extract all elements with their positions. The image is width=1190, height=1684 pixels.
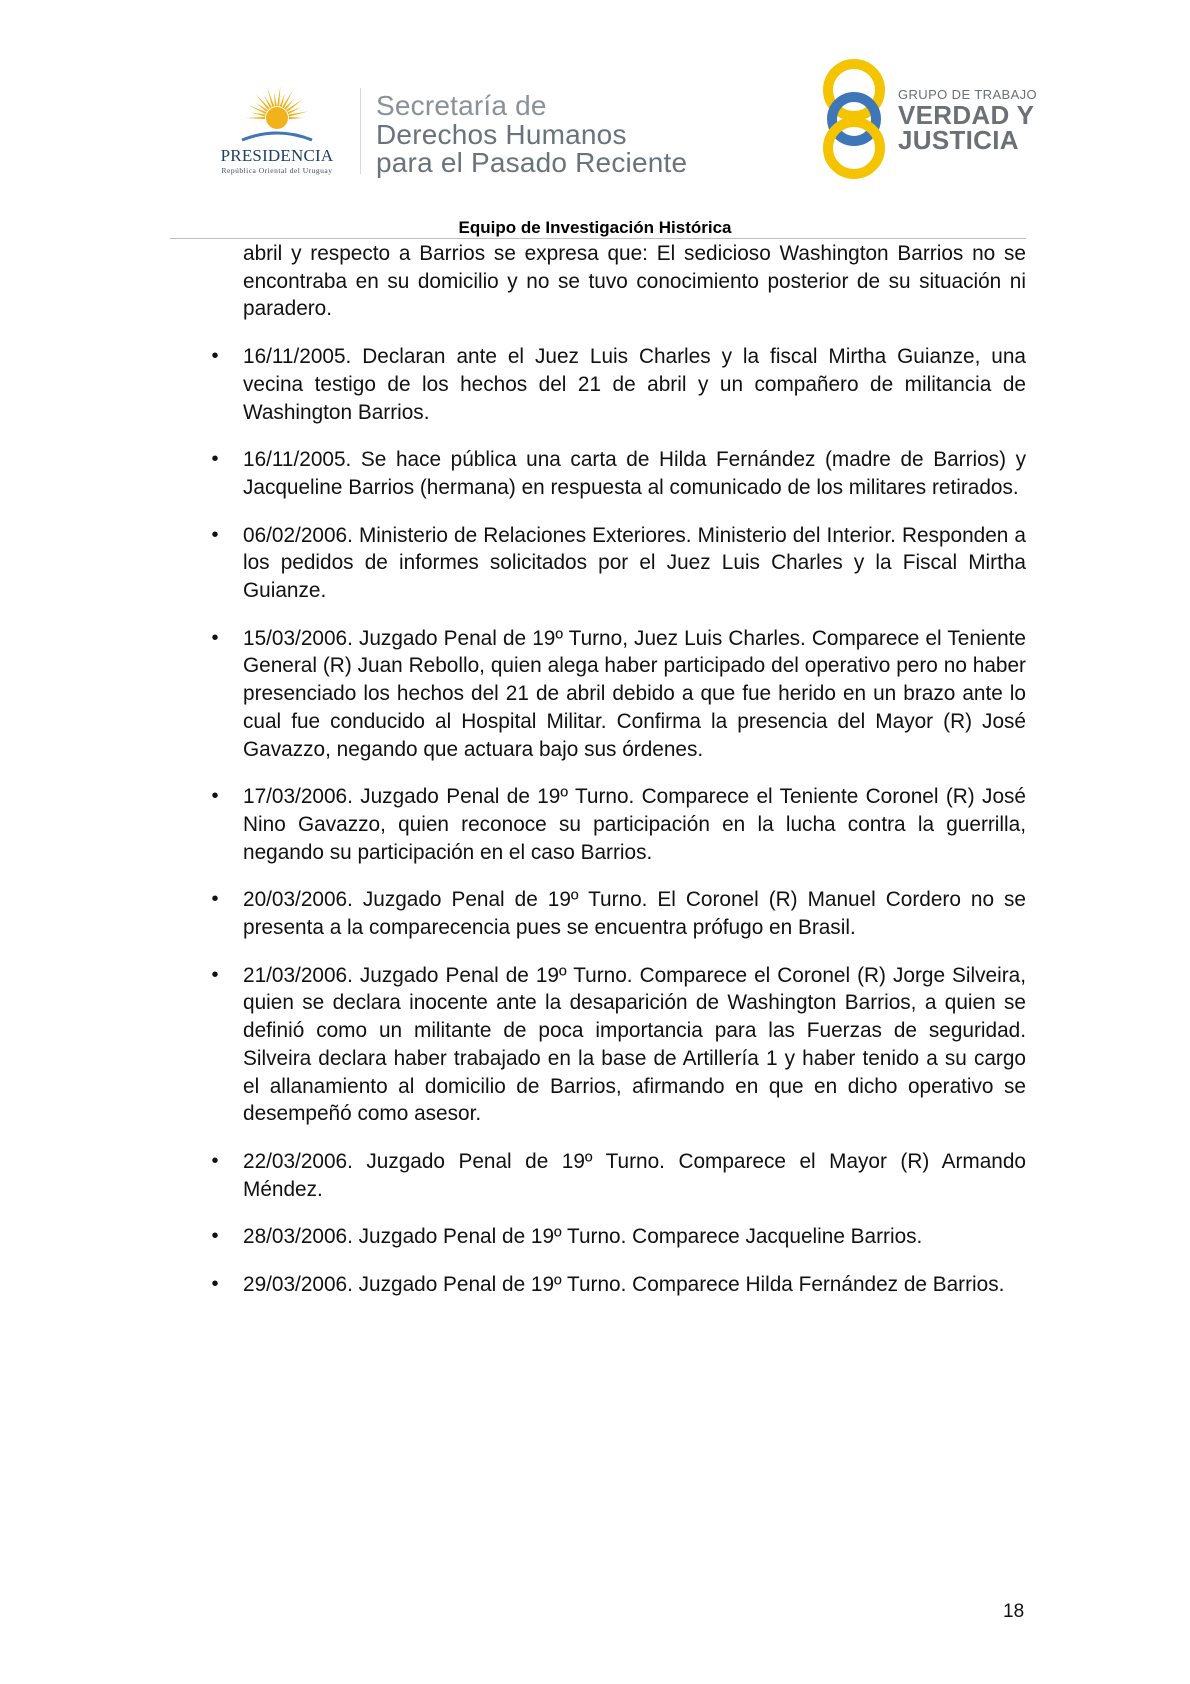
secretaria-line-1: Secretaría de: [376, 90, 547, 121]
presidencia-name: PRESIDENCIA: [220, 146, 334, 165]
secretaria-title: [376, 91, 687, 177]
sun-icon: [240, 84, 314, 144]
bullet-icon: •: [211, 785, 219, 808]
list-item-text: 28/03/2006. Juzgado Penal de 19º Turno. Comparece Jacqueline Barrios.: [243, 1225, 923, 1249]
list-item: [211, 343, 1026, 426]
list-item-text: 29/03/2006. Juzgado Penal de 19º Turno. Comparece Hilda Fernández de Barrios.: [243, 1273, 1005, 1297]
event-list: [211, 343, 1026, 1299]
list-item: [211, 522, 1026, 605]
header-rule: [170, 238, 1026, 239]
bullet-icon: •: [211, 626, 219, 649]
team-heading: Equipo de Investigación Histórica: [458, 218, 732, 237]
bullet-icon: •: [211, 888, 219, 911]
verdad-justicia-logo: [818, 56, 1040, 182]
bullet-icon: •: [211, 963, 219, 986]
sun-ray: [245, 117, 265, 119]
bullet-icon: •: [211, 1273, 219, 1296]
list-item-text: 21/03/2006. Juzgado Penal de 19º Turno. Comparece el Coronel (R) Jorge Silveira, quien se declara inocente ante la desaparición de Washington Barrios, a quien se definió como un militante de poca importancia para las Fuerzas de seguridad. Silveira declara haber trabajado en la base de Artillería 1 y haber tenido a su cargo el allanamiento al domicilio de Barrios, afirmando en que en dicho operativo se desempeñó como asesor.: [243, 963, 1026, 1126]
gtvj-line-1: GRUPO DE TRABAJO: [898, 87, 1038, 102]
list-item: [211, 1271, 1026, 1299]
intro-paragraph: abril y respecto a Barrios se expresa que: El sedicioso Washington Barrios no se encontraba en su domicilio y no se tuvo conocimiento posterior de su situación ni paradero.: [243, 242, 1026, 321]
bullet-icon: •: [211, 345, 219, 368]
sun-ray: [252, 113, 266, 117]
page-number: 18: [1003, 1601, 1025, 1622]
list-item-text: 06/02/2006. Ministerio de Relaciones Exteriores. Ministerio del Interior. Responden a los pedidos de informes solicitados por el Juez Luis Charles y la Fiscal Mirtha Guianze.: [243, 523, 1026, 603]
bullet-icon: •: [211, 523, 219, 546]
presidencia-subtitle: República Oriental del Uruguay: [221, 166, 333, 175]
document-body: [211, 240, 1026, 1299]
list-item: [211, 783, 1026, 866]
rings-icon: [818, 56, 910, 182]
secretaria-line-3: para el Pasado Reciente: [376, 147, 688, 178]
sun-ray: [248, 105, 267, 114]
list-item-text: 17/03/2006. Juzgado Penal de 19º Turno. Comparece el Teniente Coronel (R) José Nino Gavazzo, quien reconoce su participación en la lucha contra la guerrilla, negando su participación en el caso Barrios.: [243, 785, 1026, 864]
verdad-justicia-text: [898, 87, 1037, 153]
list-item: [211, 962, 1026, 1128]
list-item-text: 15/03/2006. Juzgado Penal de 19º Turno, Juez Luis Charles. Comparece el Teniente General (R) Juan Rebollo, quien alega haber participado del operativo pero no haber presenciado los hechos del 21 de abril debido a que fue herido en un brazo ante lo cual fue conducido al Hospital Militar. Confirma la presencia del Mayor (R) José Gavazzo, negando que actuara bajo sus órdenes.: [243, 626, 1026, 761]
list-item-text: 22/03/2006. Juzgado Penal de 19º Turno. Comparece el Mayor (R) Armando Méndez.: [243, 1149, 1026, 1201]
list-item: [211, 446, 1026, 501]
list-item: [211, 1148, 1026, 1203]
list-item: [211, 1223, 1026, 1251]
header-divider: [360, 88, 361, 174]
list-item-text: 16/11/2005. Se hace pública una carta de Hilda Fernández (madre de Barrios) y Jacqueline Barrios (hermana) en respuesta al comunicado de los militares retirados.: [243, 448, 1026, 499]
bullet-icon: •: [211, 448, 219, 471]
secretaria-line-2: Derechos Humanos: [376, 119, 627, 150]
list-item: [211, 886, 1026, 941]
sun-ray: [277, 86, 280, 106]
sun-ray: [289, 117, 303, 119]
bullet-icon: •: [211, 1149, 219, 1172]
bullet-icon: •: [211, 1225, 219, 1248]
gtvj-line-3: JUSTICIA: [898, 125, 1019, 155]
presidencia-logo: [196, 84, 358, 176]
sun-ray: [274, 92, 277, 106]
list-item-text: 16/11/2005. Declaran ante el Juez Luis Charles y la fiscal Mirtha Guianze, una vecina testigo de los hechos del 21 de abril y un compañero de militancia de Washington Barrios.: [243, 345, 1026, 424]
list-item: [211, 625, 1026, 764]
gtvj-line-2: VERDAD Y: [898, 100, 1035, 130]
list-item-text: 20/03/2006. Juzgado Penal de 19º Turno. El Coronel (R) Manuel Cordero no se presenta a la comparecencia pues se encuentra prófugo en Brasil.: [243, 888, 1026, 940]
